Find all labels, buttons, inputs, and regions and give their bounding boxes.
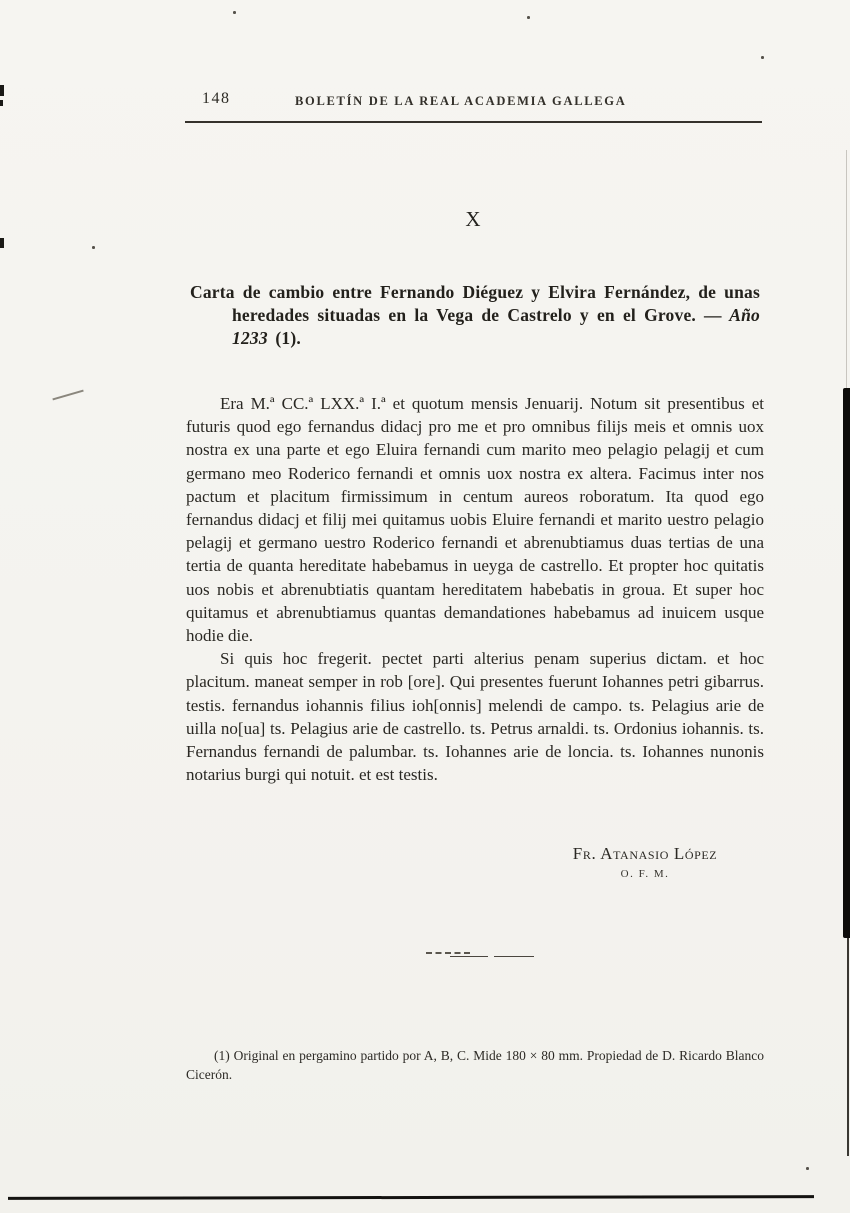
scan-artifact-left-mark xyxy=(0,238,4,248)
footnote: (1) Original en pergamino partido por A, B, C. Mide 180 × 80 mm. Propiedad de D. Ricardo Blanco Cicerón. xyxy=(186,1048,764,1082)
page-header xyxy=(186,90,762,114)
article-title-year: — Año 1233 xyxy=(232,305,760,348)
article-body xyxy=(186,392,764,786)
scan-artifact-left-mark xyxy=(0,85,4,96)
scan-artifact-right-bar-lower xyxy=(847,938,850,1156)
article-title-footnote-ref: (1). xyxy=(275,328,301,348)
article-title-text: Carta de cambio entre Fernando Diéguez y Elvira Fernández, de unas heredades situadas en la Vega de Castrelo y en el Grove. xyxy=(190,282,760,325)
divider-dash-segment xyxy=(426,952,470,954)
scan-artifact-left-mark xyxy=(0,100,3,106)
scan-artifact-right-bar xyxy=(843,388,850,938)
scan-speck xyxy=(92,246,95,249)
journal-title: BOLETÍN DE LA REAL ACADEMIA GALLEGA xyxy=(295,94,627,108)
scan-speck xyxy=(527,16,530,19)
signature-block xyxy=(540,844,750,880)
page-number: 148 xyxy=(202,90,231,107)
scan-speck xyxy=(806,1167,809,1170)
divider-line-segment xyxy=(494,956,534,957)
section-number: X xyxy=(465,207,482,231)
divider-line-segment xyxy=(450,956,488,957)
author-name: Fr. Atanasio López xyxy=(572,844,718,863)
scan-artifact-pen-stroke xyxy=(52,390,83,400)
author-order: O. F. M. xyxy=(620,868,670,880)
scan-speck xyxy=(233,11,236,14)
paragraph: Era M.ª CC.ª LXX.ª I.ª et quotum mensis Jenuarij. Notum sit presentibus et futuris quod ego fernandus didacj pro me et pro omnibus filijs meis et omnis uox nostra ex una parte et ego Eluira fernandi cum marito meo pelagio pelagij et cum germano meo Roderico fernandi et omnis uox nostra ex altera. Facimus inter nos pactum et placitum firmissimum in centum aureos roboratum. Ita quod ego fernandus didacj et filij mei quitamus uobis Eluire fernandi et marito uestro pelagio pelagij et germano uestro Roderico fernandi et abrenubtiamus duas tertias de una tertia de quanta hereditate habebamus in ueyga de castrello. Et propter hoc quitatis uos nobis et abrenubtiatis quantam hereditatem habebatis in groua. Et super hoc quitamus et abrenubtiamus quantas demandationes habebamus ad inuicem usque hodie die. xyxy=(186,394,764,646)
paragraph: Si quis hoc fregerit. pectet parti alterius penam superius dictam. et hoc placitum. maneat semper in rob [ore]. Qui presentes fuerunt Iohannes petri gibarrus. testis. fernandus iohannis filius ioh[onnis] melendi de campo. ts. Pelagius arie de uilla no[ua] ts. Pelagius arie de castrello. ts. Petrus arnaldi. ts. Ordonius iohannis. ts. Fernandus fernandi de palumbar. ts. Iohannes arie de loncia. ts. Iohannes nunonis notarius burgi qui notuit. et est testis. xyxy=(186,649,764,785)
scan-speck xyxy=(761,56,764,59)
section-divider xyxy=(426,950,536,960)
scan-artifact-right-faint-line xyxy=(846,150,848,388)
scan-artifact-bottom-line xyxy=(8,1195,814,1200)
header-rule xyxy=(185,121,762,123)
article-title xyxy=(190,281,760,350)
